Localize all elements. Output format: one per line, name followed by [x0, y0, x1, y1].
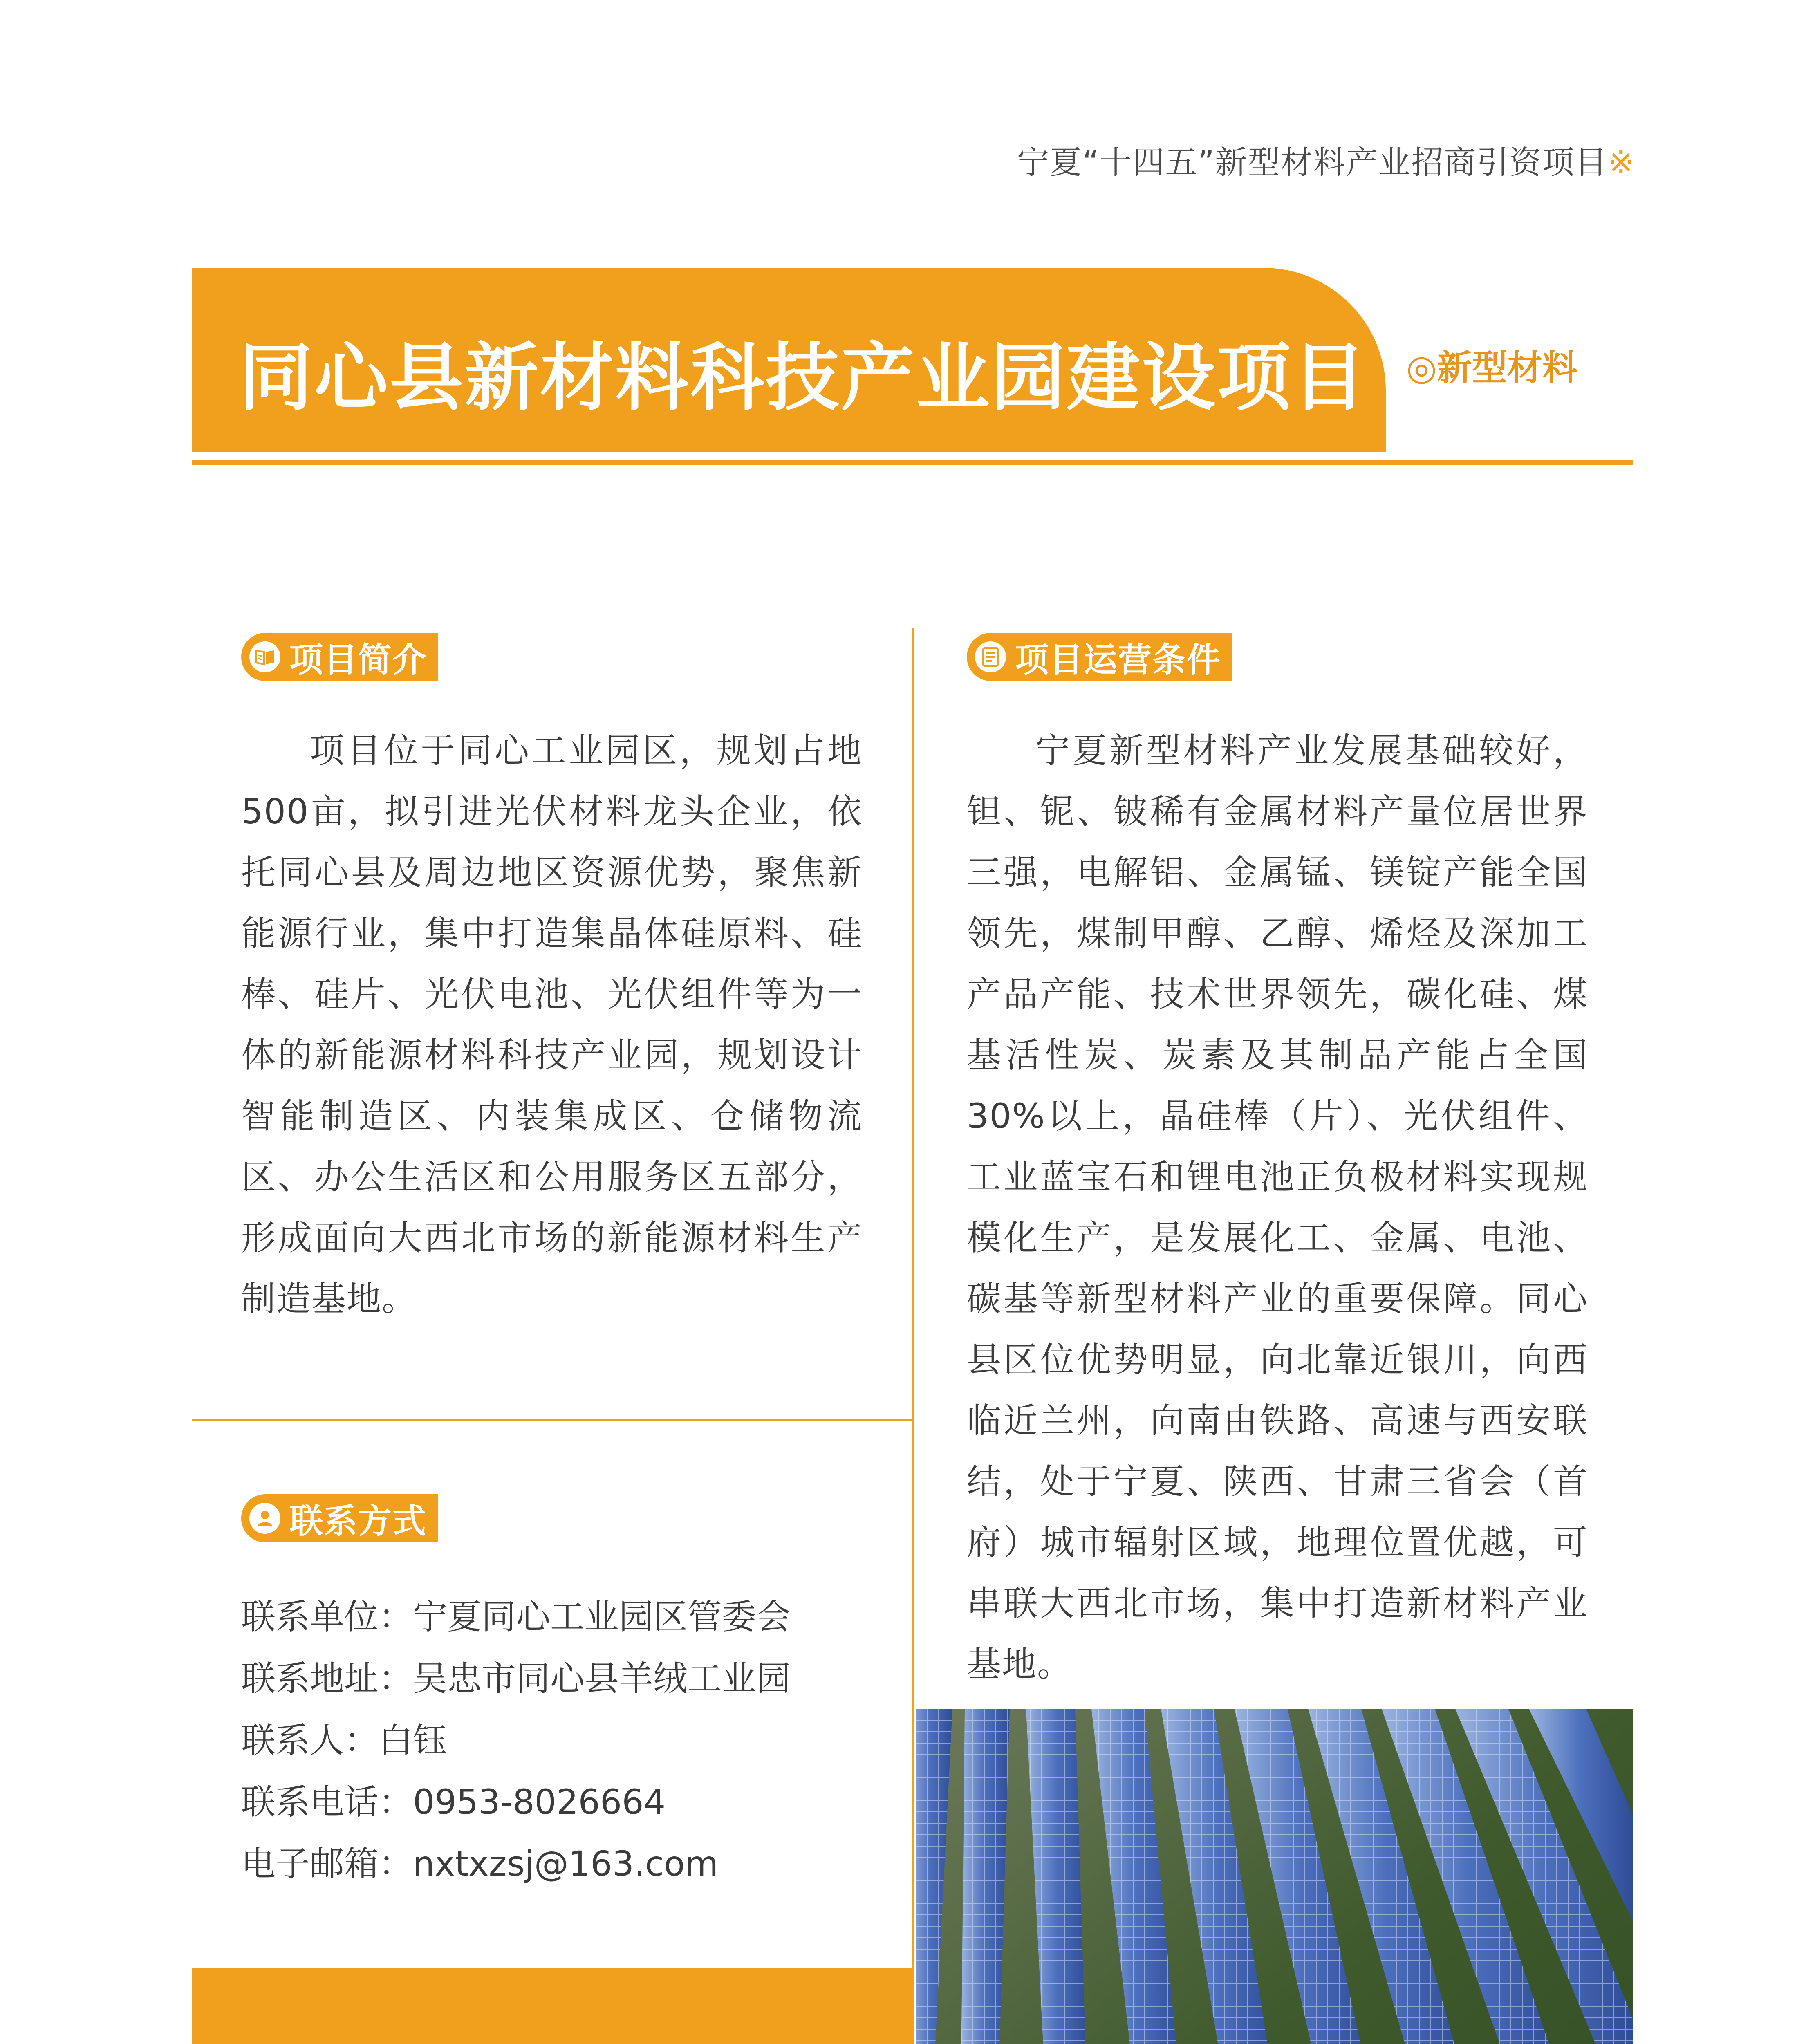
- solar-farm-photo: [916, 1709, 1633, 2044]
- intro-body: [241, 720, 863, 1329]
- running-header-title: 宁夏“十四五”新型材料产业招商引资项目: [1017, 144, 1608, 181]
- person-icon: [249, 1503, 280, 1534]
- category-tag: ◎新型材料: [1406, 347, 1578, 388]
- book-icon: [249, 641, 280, 672]
- intro-paragraph: 项目位于同心工业园区，规划占地500亩，拟引进光伏材料龙头企业，依托同心县及周边地区资源优势，聚焦新能源行业，集中打造集晶体硅原料、硅棒、硅片、光伏电池、光伏组件等为一体的新能源材料科技产业园，规划设计智能制造区、内装集成区、仓储物流区、办公生活区和公用服务区五部分，形成面向大西北市场的新能源材料生产制造基地。: [241, 731, 863, 1319]
- section-label-conditions: [967, 633, 1232, 681]
- section-label-conditions-text: 项目运营条件: [1015, 640, 1221, 679]
- page-title: 同心县新材料科技产业园建设项目: [239, 334, 1368, 421]
- contact-list: [241, 1586, 791, 1895]
- contact-address: 联系地址：吴忠市同心县羊绒工业园: [241, 1659, 791, 1699]
- investment-box: [192, 1968, 914, 2044]
- contact-person: 联系人：白钰: [241, 1720, 448, 1760]
- conditions-body: [967, 720, 1588, 1695]
- running-header-mark: ※: [1607, 144, 1635, 181]
- column-divider: [912, 628, 914, 2030]
- conditions-paragraph: 宁夏新型材料产业发展基础较好，钽、铌、铍稀有金属材料产量位居世界三强，电解铝、金属锰、镁锭产能全国领先，煤制甲醇、乙醇、烯烃及深加工产品产能、技术世界领先，碳化硅、煤基活性炭、炭素及其制品产能占全国30%以上，晶硅棒（片）、光伏组件、工业蓝宝石和锂电池正负极材料实现规模化生产，是发展化工、金属、电池、碳基等新型材料产业的重要保障。同心县区位优势明显，向北靠近银川，向西临近兰州，向南由铁路、高速与西安联结，处于宁夏、陕西、甘肃三省会（首府）城市辐射区域，地理位置优越，可串联大西北市场，集中打造新材料产业基地。: [967, 731, 1588, 1684]
- section-label-contact: [241, 1494, 438, 1542]
- section-label-intro: [241, 633, 438, 681]
- section-divider: [192, 1419, 914, 1421]
- running-header: [1017, 137, 1635, 183]
- contact-email: 电子邮箱：nxtxzsj@163.com: [241, 1844, 719, 1884]
- document-icon: [975, 641, 1006, 672]
- title-underline: [192, 460, 1633, 465]
- section-label-contact-text: 联系方式: [289, 1502, 427, 1541]
- contact-unit: 联系单位：宁夏同心工业园区管委会: [241, 1597, 791, 1637]
- contact-phone: 联系电话：0953-8026664: [241, 1782, 666, 1822]
- section-label-intro-text: 项目简介: [289, 640, 427, 679]
